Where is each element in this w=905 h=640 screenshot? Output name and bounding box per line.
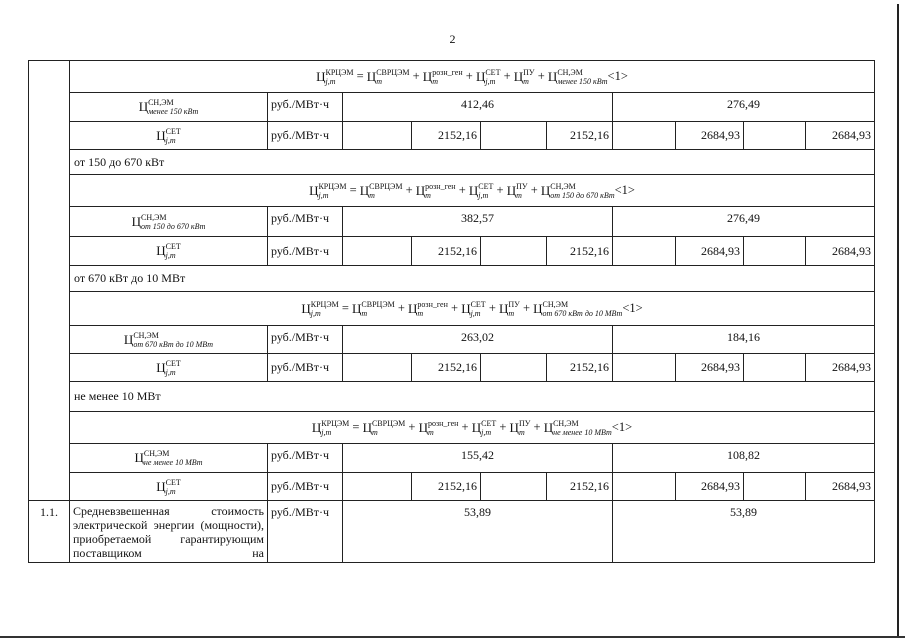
row-number: 1.1. — [29, 501, 70, 563]
subscript: m — [432, 76, 438, 86]
subscript: j,m — [478, 190, 489, 200]
empty-cell — [343, 354, 412, 382]
price-symbol: Ц — [138, 99, 149, 114]
price-symbol: Ц — [309, 182, 319, 198]
price-symbol: Ц — [499, 300, 509, 316]
unit-cell: руб./МВт·ч — [268, 326, 343, 354]
subscript: от 670 кВт до 10 МВт — [133, 339, 214, 349]
superscript: СН,ЭМ — [553, 418, 579, 428]
subscript: j,m — [470, 308, 481, 318]
unit-cell: руб./МВт·ч — [268, 237, 343, 266]
row-symbol — [70, 237, 268, 266]
tariff-formula — [70, 292, 875, 326]
subscript: m — [376, 76, 382, 86]
subscript: менее 150 кВт — [557, 76, 608, 86]
value-cell: 2684,93 — [806, 237, 875, 266]
price-symbol: Ц — [156, 127, 166, 143]
value-cell: 2152,16 — [412, 354, 481, 382]
empty-cell — [613, 122, 676, 150]
value-cell: 2684,93 — [676, 354, 744, 382]
price-symbol: Ц — [509, 419, 519, 435]
subscript: m — [523, 76, 529, 86]
subscript: j,m — [321, 427, 332, 437]
superscript: СЕТ — [165, 126, 181, 136]
subscript: не менее 10 МВт — [143, 458, 203, 467]
subscript: m — [371, 427, 378, 437]
price-symbol: Ц — [359, 182, 370, 198]
value-cell: 2684,93 — [806, 473, 875, 501]
subscript: от 670 кВт до 10 МВт — [542, 308, 623, 318]
equals-sign: = — [349, 182, 357, 197]
value-cell: 108,82 — [613, 444, 875, 473]
price-symbol: Ц — [471, 419, 482, 435]
page-right-border — [897, 4, 899, 636]
footnote-ref: <1> — [611, 419, 633, 434]
price-symbol: Ц — [418, 419, 428, 435]
superscript: СВРЦЭМ — [361, 299, 395, 309]
unit-cell: руб./МВт·ч — [268, 207, 343, 237]
table-row — [29, 473, 875, 501]
row-symbol — [70, 473, 268, 501]
plus-sign: + — [465, 68, 473, 83]
empty-cell — [481, 122, 547, 150]
footnote-ref: <1> — [607, 68, 628, 83]
subscript: j,m — [165, 251, 176, 260]
superscript: СЕТ — [485, 67, 501, 77]
row-symbol — [70, 122, 268, 150]
price-symbol: Ц — [461, 300, 471, 316]
row-symbol — [70, 93, 268, 122]
empty-cell — [481, 473, 547, 501]
price-symbol: Ц — [408, 300, 418, 316]
plus-sign: + — [522, 300, 531, 315]
section-label-row — [29, 266, 875, 292]
price-symbol: Ц — [415, 182, 426, 198]
section-label: от 670 кВт до 10 МВт — [70, 266, 875, 292]
subscript: m — [417, 308, 424, 318]
table-row — [29, 354, 875, 382]
tariff-formula — [70, 175, 875, 207]
subscript: менее 150 кВт — [148, 107, 199, 116]
row-description: Средневзвешенная стоимость электрической энергии (мощности), приобретаемой гарантирующим поставщиком на — [70, 501, 268, 563]
superscript: СН,ЭМ — [133, 330, 159, 340]
plus-sign: + — [533, 419, 541, 434]
price-symbol: Ц — [301, 300, 311, 316]
plus-sign: + — [458, 182, 466, 197]
superscript: СВРЦЭМ — [371, 418, 406, 428]
superscript: КРЦЭМ — [321, 418, 350, 428]
value-cell: 412,46 — [343, 93, 613, 122]
subscript: от 150 до 670 кВт — [141, 221, 206, 231]
value-cell: 2684,93 — [676, 122, 744, 150]
superscript: ПУ — [516, 181, 528, 191]
price-symbol: Ц — [134, 450, 144, 465]
unit-cell: руб./МВт·ч — [268, 354, 343, 382]
superscript: СН,ЭМ — [143, 449, 170, 458]
empty-cell — [481, 237, 547, 266]
value-cell: 184,16 — [613, 326, 875, 354]
plus-sign: + — [488, 300, 496, 315]
price-symbol: Ц — [506, 182, 517, 198]
price-symbol: Ц — [352, 300, 362, 316]
plus-sign: + — [496, 182, 504, 197]
price-symbol: Ц — [533, 300, 543, 316]
superscript: СЕТ — [481, 418, 497, 428]
superscript: СН,ЭМ — [148, 98, 174, 107]
superscript: КРЦЭМ — [318, 181, 347, 191]
row-number-cell — [29, 61, 70, 501]
superscript: СН,ЭМ — [550, 181, 576, 191]
table-row — [29, 444, 875, 473]
table-row — [29, 207, 875, 237]
equals-sign: = — [352, 419, 360, 434]
subscript: j,m — [318, 190, 329, 200]
subscript: j,m — [310, 308, 321, 318]
price-symbol: Ц — [362, 419, 372, 435]
value-cell: 276,49 — [613, 207, 875, 237]
superscript: СЕТ — [165, 242, 181, 251]
value-cell: 53,89 — [343, 501, 613, 563]
subscript: m — [369, 190, 375, 200]
plus-sign: + — [397, 300, 405, 315]
plus-sign: + — [451, 300, 459, 315]
unit-cell: руб./МВт·ч — [268, 473, 343, 501]
superscript: ПУ — [518, 418, 531, 428]
subscript: j,m — [165, 367, 176, 377]
subscript: m — [361, 308, 368, 318]
empty-cell — [744, 237, 806, 266]
subscript: m — [425, 190, 431, 200]
empty-cell — [744, 473, 806, 501]
plus-sign: + — [503, 68, 511, 83]
superscript: СЕТ — [165, 358, 181, 368]
superscript: КРЦЭМ — [310, 299, 339, 309]
table-row — [29, 93, 875, 122]
value-cell: 2152,16 — [547, 122, 613, 150]
value-cell: 276,49 — [613, 93, 875, 122]
page-number: 2 — [449, 32, 456, 46]
value-cell: 2152,16 — [547, 237, 613, 266]
empty-cell — [343, 473, 412, 501]
row-symbol — [70, 326, 268, 354]
unit-cell: руб./МВт·ч — [268, 93, 343, 122]
superscript: розн_ген — [427, 418, 459, 428]
subscript: j,m — [481, 427, 492, 437]
empty-cell — [744, 122, 806, 150]
formula-row — [29, 175, 875, 207]
superscript: розн_ген — [417, 299, 448, 309]
footnote-ref: <1> — [622, 300, 643, 315]
empty-cell — [343, 237, 412, 266]
price-symbol: Ц — [156, 478, 166, 494]
page-bottom-border — [0, 636, 905, 638]
price-symbol: Ц — [316, 68, 326, 84]
footnote-ref: <1> — [614, 182, 635, 197]
row-symbol — [70, 207, 268, 237]
unit-cell: руб./МВт·ч — [268, 444, 343, 473]
equals-sign: = — [356, 68, 364, 83]
formula-row — [29, 61, 875, 93]
price-symbol: Ц — [475, 68, 486, 84]
price-symbol: Ц — [131, 213, 142, 229]
empty-cell — [744, 354, 806, 382]
row-symbol — [70, 354, 268, 382]
unit-cell: руб./МВт·ч — [268, 122, 343, 150]
superscript: СЕТ — [478, 181, 494, 191]
plus-sign: + — [537, 68, 545, 83]
table-row — [29, 501, 875, 563]
superscript: СВРЦЭМ — [376, 67, 410, 77]
value-cell: 2152,16 — [547, 354, 613, 382]
value-cell: 2684,93 — [806, 354, 875, 382]
tariff-table — [28, 60, 875, 563]
subscript: не менее 10 МВт — [553, 427, 612, 437]
value-cell: 2152,16 — [412, 237, 481, 266]
superscript: розн_ген — [425, 181, 456, 191]
subscript: m — [508, 308, 515, 318]
plus-sign: + — [405, 182, 413, 197]
value-cell: 263,02 — [343, 326, 613, 354]
table-row — [29, 237, 875, 266]
price-symbol: Ц — [547, 68, 558, 84]
price-symbol: Ц — [156, 359, 166, 375]
table-row — [29, 326, 875, 354]
plus-sign: + — [530, 182, 538, 197]
empty-cell — [481, 354, 547, 382]
price-symbol: Ц — [422, 68, 433, 84]
value-cell: 2152,16 — [412, 122, 481, 150]
value-cell: 2152,16 — [412, 473, 481, 501]
tariff-formula — [70, 61, 875, 93]
plus-sign: + — [499, 419, 507, 434]
empty-cell — [613, 354, 676, 382]
superscript: розн_ген — [432, 67, 463, 77]
plus-sign: + — [408, 419, 416, 434]
value-cell: 2684,93 — [806, 122, 875, 150]
superscript: СН,ЭМ — [141, 212, 167, 222]
formula-row — [29, 292, 875, 326]
superscript: СВРЦЭМ — [369, 181, 403, 191]
superscript: СН,ЭМ — [542, 299, 569, 309]
value-cell: 2684,93 — [676, 237, 744, 266]
section-label: не менее 10 МВт — [70, 382, 875, 412]
price-symbol: Ц — [513, 68, 524, 84]
row-symbol — [70, 444, 268, 473]
empty-cell — [343, 122, 412, 150]
subscript: j,m — [165, 135, 176, 145]
subscript: j,m — [485, 76, 496, 86]
superscript: ПУ — [523, 67, 535, 77]
subscript: j,m — [325, 76, 336, 86]
price-symbol: Ц — [311, 419, 322, 435]
subscript: j,m — [165, 486, 176, 496]
empty-cell — [613, 473, 676, 501]
superscript: СЕТ — [165, 477, 181, 487]
table-row — [29, 122, 875, 150]
section-label: от 150 до 670 кВт — [70, 150, 875, 175]
value-cell: 382,57 — [343, 207, 613, 237]
equals-sign: = — [341, 300, 349, 315]
empty-cell — [613, 237, 676, 266]
superscript: КРЦЭМ — [325, 67, 354, 77]
subscript: m — [518, 427, 525, 437]
tariff-formula — [70, 412, 875, 444]
price-symbol: Ц — [543, 419, 554, 435]
section-label-row — [29, 382, 875, 412]
subscript: m — [427, 427, 434, 437]
section-label-row — [29, 150, 875, 175]
superscript: СН,ЭМ — [557, 67, 583, 77]
subscript: от 150 до 670 кВт — [550, 190, 615, 200]
subscript: m — [516, 190, 522, 200]
value-cell: 53,89 — [613, 501, 875, 563]
table-body — [29, 61, 875, 563]
superscript: ПУ — [508, 299, 520, 309]
value-cell: 2684,93 — [676, 473, 744, 501]
price-symbol: Ц — [540, 182, 551, 198]
plus-sign: + — [412, 68, 420, 83]
price-symbol: Ц — [156, 243, 166, 258]
value-cell: 2152,16 — [547, 473, 613, 501]
value-cell: 155,42 — [343, 444, 613, 473]
price-symbol: Ц — [366, 68, 377, 84]
unit-cell: руб./МВт·ч — [268, 501, 343, 563]
price-symbol: Ц — [468, 182, 479, 198]
plus-sign: + — [461, 419, 469, 434]
formula-row — [29, 412, 875, 444]
superscript: СЕТ — [470, 299, 486, 309]
price-symbol: Ц — [123, 331, 134, 347]
